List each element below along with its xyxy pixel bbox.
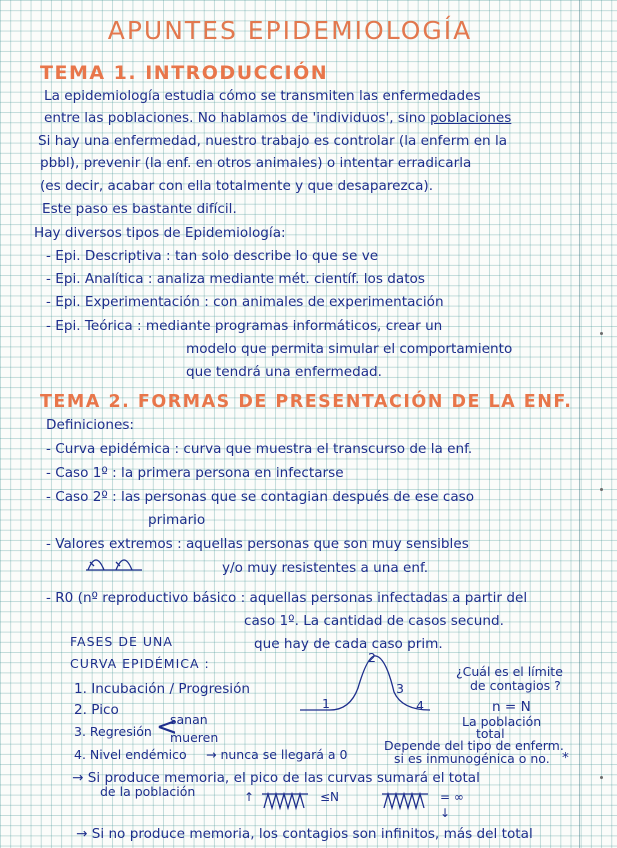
- def-caso-1: - Caso 1º : la primera persona en infectarse: [46, 465, 344, 481]
- no-memoria-infinite: = ∞: [440, 790, 464, 804]
- type-descriptiva: - Epi. Descriptiva : tan solo describe lo que se ve: [46, 248, 379, 264]
- fases-title-1: FASES DE UNA: [70, 634, 173, 649]
- page-title: APUNTES EPIDEMIOLOGÍA: [107, 16, 473, 45]
- curve-label-4: 4: [416, 698, 424, 713]
- depende-1: Depende del tipo de enferm.: [384, 738, 564, 753]
- def-caso-2: - Caso 2º : las personas que se contagian después de ese caso: [46, 489, 475, 505]
- fase-regresion: 3. Regresión: [74, 724, 152, 739]
- type-teorica-cont-2: que tendrá una enfermedad.: [186, 364, 382, 380]
- types-intro: Hay diversos tipos de Epidemiología:: [34, 225, 286, 241]
- limite-question-1: ¿Cuál es el límite: [456, 664, 563, 679]
- depende-2: si es inmunogénica o no.: [394, 751, 550, 766]
- def-curva-epidemica: - Curva epidémica : curva que muestra el transcurso de la enf.: [46, 441, 473, 457]
- fase-nivel-endemico: 4. Nivel endémico: [74, 747, 187, 762]
- fase-pico: 2. Pico: [74, 702, 119, 718]
- definiciones-label: Definiciones:: [46, 417, 134, 433]
- valores-extremos-sketch: [86, 548, 146, 572]
- curve-label-3: 3: [396, 681, 404, 696]
- tema2-heading: TEMA 2. FORMAS DE PRESENTACIÓN DE LA ENF.: [40, 392, 573, 412]
- star-mark: *: [562, 750, 569, 766]
- def-valores-extremos: - Valores extremos : aquellas personas que son muy sensibles: [46, 536, 469, 552]
- no-memoria-arrow: ↓: [440, 806, 451, 820]
- def-valores-extremos-cont: y/o muy resistentes a una enf.: [222, 560, 429, 576]
- poblacion-total-1: La población: [462, 714, 542, 729]
- no-memoria-line: → Si no produce memoria, los contagios son infinitos, más del total: [76, 826, 533, 842]
- memoria-line-2: de la población: [100, 784, 196, 799]
- no-memoria-curves-sketch: [382, 790, 440, 810]
- memoria-leq-n: ≤N: [320, 790, 340, 804]
- regresion-brace: <: [156, 712, 178, 742]
- memoria-arrow: ↑: [244, 790, 255, 804]
- tema1-intro-line-5: (es decir, acabar con ella totalmente y que desaparezca).: [40, 178, 434, 194]
- regresion-mueren: mueren: [170, 730, 219, 745]
- tema1-intro-line-1: La epidemiología estudia cómo se transmiten las enfermedades: [44, 88, 481, 104]
- n-equals-n: n = N: [492, 699, 531, 715]
- tema1-heading: TEMA 1. INTRODUCCIÓN: [40, 62, 329, 84]
- def-r0-cont-2: que hay de cada caso prim.: [254, 636, 443, 652]
- def-r0-cont-1: caso 1º. La cantidad de casos secund.: [244, 613, 504, 629]
- tema1-intro-line-4: pbbl), prevenir (la enf. en otros animales) o intentar erradicarla: [40, 155, 472, 171]
- endemico-note: → nunca se llegará a 0: [206, 747, 348, 762]
- curve-label-2: 2: [368, 650, 376, 665]
- memoria-curves-sketch: [262, 790, 320, 810]
- regresion-sanan: sanan: [170, 712, 208, 727]
- curve-label-1: 1: [322, 696, 330, 711]
- tema1-intro-line-6: Este paso es bastante difícil.: [42, 201, 237, 217]
- page-margin-line: [579, 0, 580, 848]
- memoria-line-1: → Si produce memoria, el pico de las curvas sumará el total: [72, 770, 480, 786]
- tema1-intro-line-3: Si hay una enfermedad, nuestro trabajo es controlar (la enferm en la: [38, 133, 508, 149]
- type-teorica: - Epi. Teórica : mediante programas informáticos, crear un: [46, 318, 443, 334]
- fase-incubacion: 1. Incubación / Progresión: [74, 681, 251, 697]
- type-analitica: - Epi. Analítica : analiza mediante mét. científ. los datos: [46, 271, 425, 287]
- type-experimentacion: - Epi. Experimentación : con animales de experimentación: [46, 294, 444, 310]
- def-r0: - R0 (nº reproductivo básico : aquellas personas infectadas a partir del: [46, 590, 528, 606]
- type-teorica-cont-1: modelo que permita simular el comportamiento: [186, 341, 513, 357]
- tema1-intro-line-2: entre las poblaciones. No hablamos de 'individuos', sino poblaciones: [44, 110, 512, 126]
- limite-question-2: de contagios ?: [470, 678, 561, 693]
- def-caso-2-cont: primario: [148, 512, 206, 528]
- poblaciones-underlined: poblaciones: [430, 110, 512, 126]
- fases-title-2: CURVA EPIDÉMICA :: [70, 656, 210, 671]
- poblacion-total-2: total: [476, 726, 505, 741]
